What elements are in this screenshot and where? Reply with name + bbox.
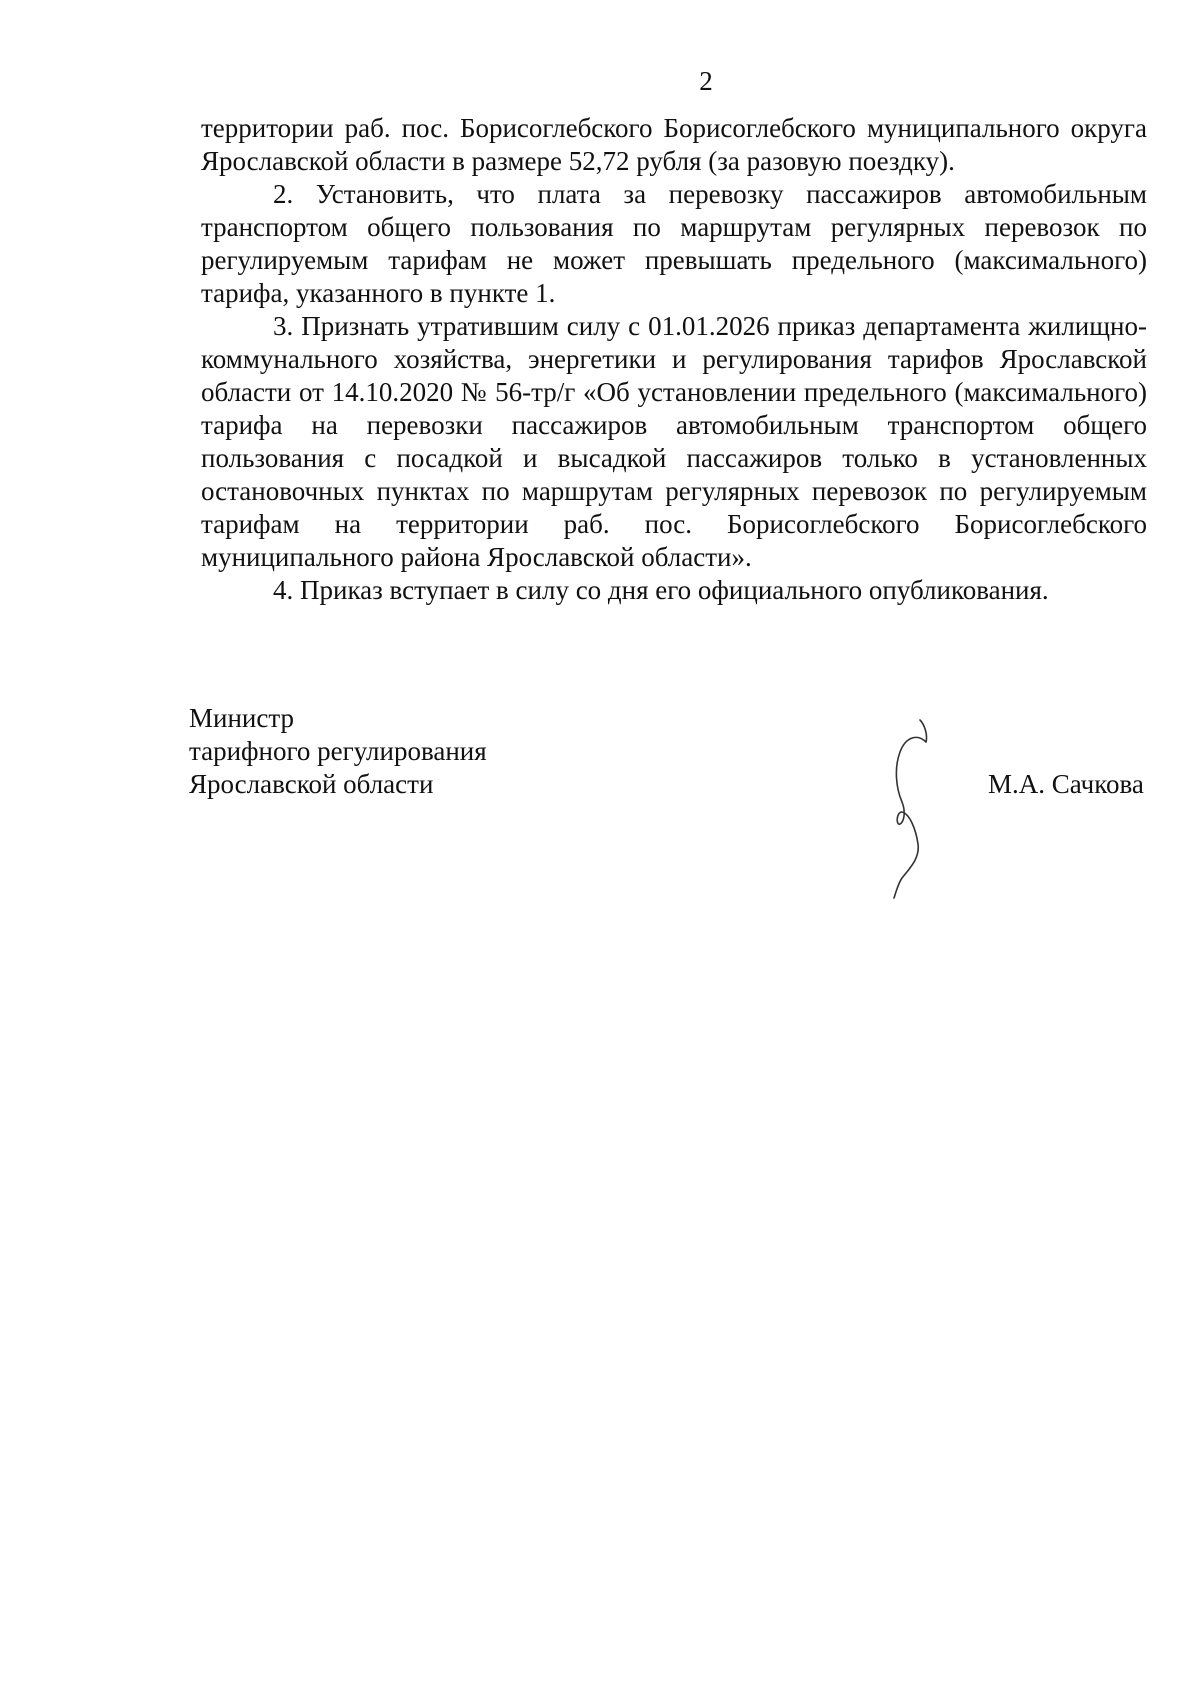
document-body [201, 112, 1147, 607]
paragraph-item-4: 4. Приказ вступает в силу со дня его официального опубликования. [273, 575, 1049, 605]
paragraph-item-2: 2. Установить, что плата за перевозку пассажиров автомобильным транспортом общего пользования по маршрутам регулярных перевозок по регулируемым тарифам не может превышать предельного (максимального) тарифа, указанного в пункте 1. [201, 179, 1147, 308]
signature-stroke [894, 720, 927, 898]
signer-position-line-2: тарифного регулирования [189, 736, 487, 766]
handwritten-signature [858, 712, 938, 902]
signer-position-line-3: Ярославской области [189, 769, 434, 799]
signer-position-line-1: Министр [189, 703, 294, 733]
signer-name: М.А. Сачкова [988, 769, 1144, 799]
page-number: 2 [699, 66, 713, 96]
paragraph-item-3: 3. Признать утратившим силу с 01.01.2026 приказ департамента жилищно-коммунального хозяйства, энергетики и регулирования тарифов Ярославской области от 14.10.2020 № 56-тр/г «Об установлении предельного (максимального) тарифа на перевозки пассажиров автомобильным транспортом общего пользования с посадкой и высадкой пассажиров только в установленных остановочных пунктах по маршрутам регулярных перевозок по регулируемым тарифам на территории раб. пос. Борисоглебского Борисоглебского муниципального района Ярославской области». [201, 311, 1147, 572]
paragraph-continuation: территории раб. пос. Борисоглебского Борисоглебского муниципального округа Ярославской области в размере 52,72 рубля (за разовую поездку). [201, 113, 1147, 176]
signer-position [189, 702, 487, 801]
